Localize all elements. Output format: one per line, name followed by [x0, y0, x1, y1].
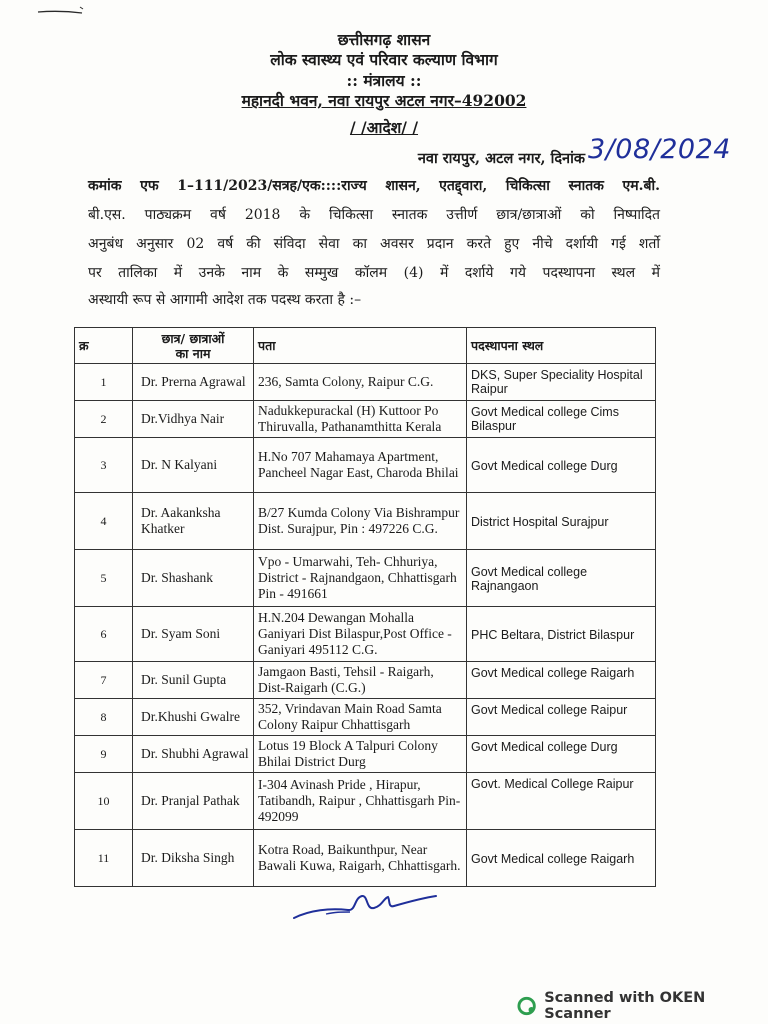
row-posting: Govt Medical college Cims Bilaspur: [467, 401, 656, 438]
row-serial: 5: [75, 550, 133, 607]
government-name: छत्तीसगढ़ शासन: [337, 30, 431, 49]
handwritten-signature: [290, 888, 440, 928]
row-name: Dr. Shashank: [133, 550, 254, 607]
row-posting: DKS, Super Speciality Hospital Raipur: [467, 364, 656, 401]
row-address: H.N.204 Dewangan Mohalla Ganiyari Dist Bilaspur,Post Office - Ganiyari 495112 C.G.: [254, 607, 467, 662]
table-row: [75, 699, 656, 736]
row-name: Dr. Aakanksha Khatker: [133, 493, 254, 550]
row-posting: Govt Medical college Rajnangaon: [467, 550, 656, 607]
row-posting: PHC Beltara, District Bilaspur: [467, 607, 656, 662]
table-row: [75, 550, 656, 607]
header-student-name-line1: छात्र/ छात्राओं: [161, 330, 225, 346]
row-posting: Govt Medical college Durg: [467, 736, 656, 773]
posting-table: [74, 327, 656, 887]
row-serial: 8: [75, 699, 133, 736]
row-name: Dr. N Kalyani: [133, 438, 254, 493]
row-address: H.No 707 Mahamaya Apartment, Pancheel Nagar East, Charoda Bhilai: [254, 438, 467, 493]
order-body-line-5: अस्थायी रूप से आगामी आदेश तक पदस्थ करता है :–: [88, 292, 362, 308]
row-serial: 2: [75, 401, 133, 438]
order-title: / /आदेश/ /: [349, 118, 419, 137]
row-address: 352, Vrindavan Main Road Samta Colony Raipur Chhattisgarh: [254, 699, 467, 736]
row-address: I-304 Avinash Pride , Hirapur, Tatibandh, Raipur , Chhattisgarh Pin-492099: [254, 773, 467, 830]
order-body-line-2: बी.एस. पाठ्यक्रम वर्ष 2018 के चिकित्सा स्नातक उत्तीर्ण छात्र/छात्राओं को निष्पादित: [88, 207, 660, 223]
table-row: [75, 773, 656, 830]
row-serial: 11: [75, 830, 133, 887]
row-serial: 1: [75, 364, 133, 401]
table-row: [75, 401, 656, 438]
oken-scanner-logo-icon: [517, 996, 536, 1016]
row-posting: District Hospital Surajpur: [467, 493, 656, 550]
header-serial: क्र: [75, 328, 133, 364]
row-address: Kotra Road, Baikunthpur, Near Bawali Kuwa, Raigarh, Chhattisgarh.: [254, 830, 467, 887]
row-name: Dr. Diksha Singh: [133, 830, 254, 887]
row-address: Nadukkepurackal (H) Kuttoor Po Thiruvalla, Pathanamthitta Kerala: [254, 401, 467, 438]
row-address: Vpo - Umarwahi, Teh- Chhuriya, District - Rajnandgaon, Chhattisgarh Pin - 491661: [254, 550, 467, 607]
table-header-row: [75, 328, 656, 364]
corner-pen-mark: [36, 6, 86, 16]
ministry-label: :: मंत्रालय ::: [346, 71, 422, 90]
row-name: Dr. Pranjal Pathak: [133, 773, 254, 830]
row-name: Dr. Shubhi Agrawal: [133, 736, 254, 773]
table-row: [75, 662, 656, 699]
row-posting: Govt Medical college Durg: [467, 438, 656, 493]
row-address: Jamgaon Basti, Tehsil - Raigarh, Dist-Raigarh (C.G.): [254, 662, 467, 699]
order-body-line-3: अनुबंध अनुसार 02 वर्ष की संविदा सेवा का अवसर प्रदान करते हुए नीचे दर्शायी गई शर्तो: [88, 236, 660, 252]
order-body-line-4: पर तालिका में उनके नाम के सम्मुख कॉलम (4) में दर्शाये गये पदस्थापना स्थल में: [88, 265, 660, 281]
row-name: Dr.Khushi Gwalre: [133, 699, 254, 736]
header-address: पता: [254, 328, 467, 364]
row-serial: 3: [75, 438, 133, 493]
header-student-name-line2: का नाम: [175, 345, 211, 361]
date-prefix: नवा रायपुर, अटल नगर, दिनांक: [417, 150, 585, 167]
row-name: Dr. Syam Soni: [133, 607, 254, 662]
row-address: B/27 Kumda Colony Via Bishrampur Dist. Surajpur, Pin : 497226 C.G.: [254, 493, 467, 550]
table-row: [75, 438, 656, 493]
table-row: [75, 493, 656, 550]
row-posting: Govt Medical college Raigarh: [467, 830, 656, 887]
row-address: Lotus 19 Block A Talpuri Colony Bhilai District Durg: [254, 736, 467, 773]
row-posting: Govt Medical college Raipur: [467, 699, 656, 736]
office-address: महानदी भवन, नवा रायपुर अटल नगर–492002: [241, 91, 527, 110]
header-posting-place: पदस्थापना स्थल: [467, 328, 656, 364]
row-serial: 7: [75, 662, 133, 699]
handwritten-date: 3/08/2024: [588, 134, 731, 165]
row-serial: 9: [75, 736, 133, 773]
row-serial: 10: [75, 773, 133, 830]
scanner-watermark: [517, 990, 768, 1022]
table-row: [75, 830, 656, 887]
header-student-name: [133, 328, 254, 364]
order-body-line-1: कमांक एफ 1–111/2023/सत्रह/एक::::राज्य शासन, एतद्द्वारा, चिकित्सा स्नातक एम.बी.: [88, 178, 660, 194]
row-posting: Govt Medical college Raigarh: [467, 662, 656, 699]
row-name: Dr.Vidhya Nair: [133, 401, 254, 438]
row-serial: 6: [75, 607, 133, 662]
table-row: [75, 364, 656, 401]
row-name: Dr. Sunil Gupta: [133, 662, 254, 699]
row-address: 236, Samta Colony, Raipur C.G.: [254, 364, 467, 401]
row-serial: 4: [75, 493, 133, 550]
row-name: Dr. Prerna Agrawal: [133, 364, 254, 401]
department-name: लोक स्वास्थ्य एवं परिवार कल्याण विभाग: [270, 50, 498, 69]
table-row: [75, 607, 656, 662]
scanner-watermark-text: Scanned with OKEN Scanner: [544, 990, 706, 1022]
table-row: [75, 736, 656, 773]
row-posting: Govt. Medical College Raipur: [467, 773, 656, 830]
